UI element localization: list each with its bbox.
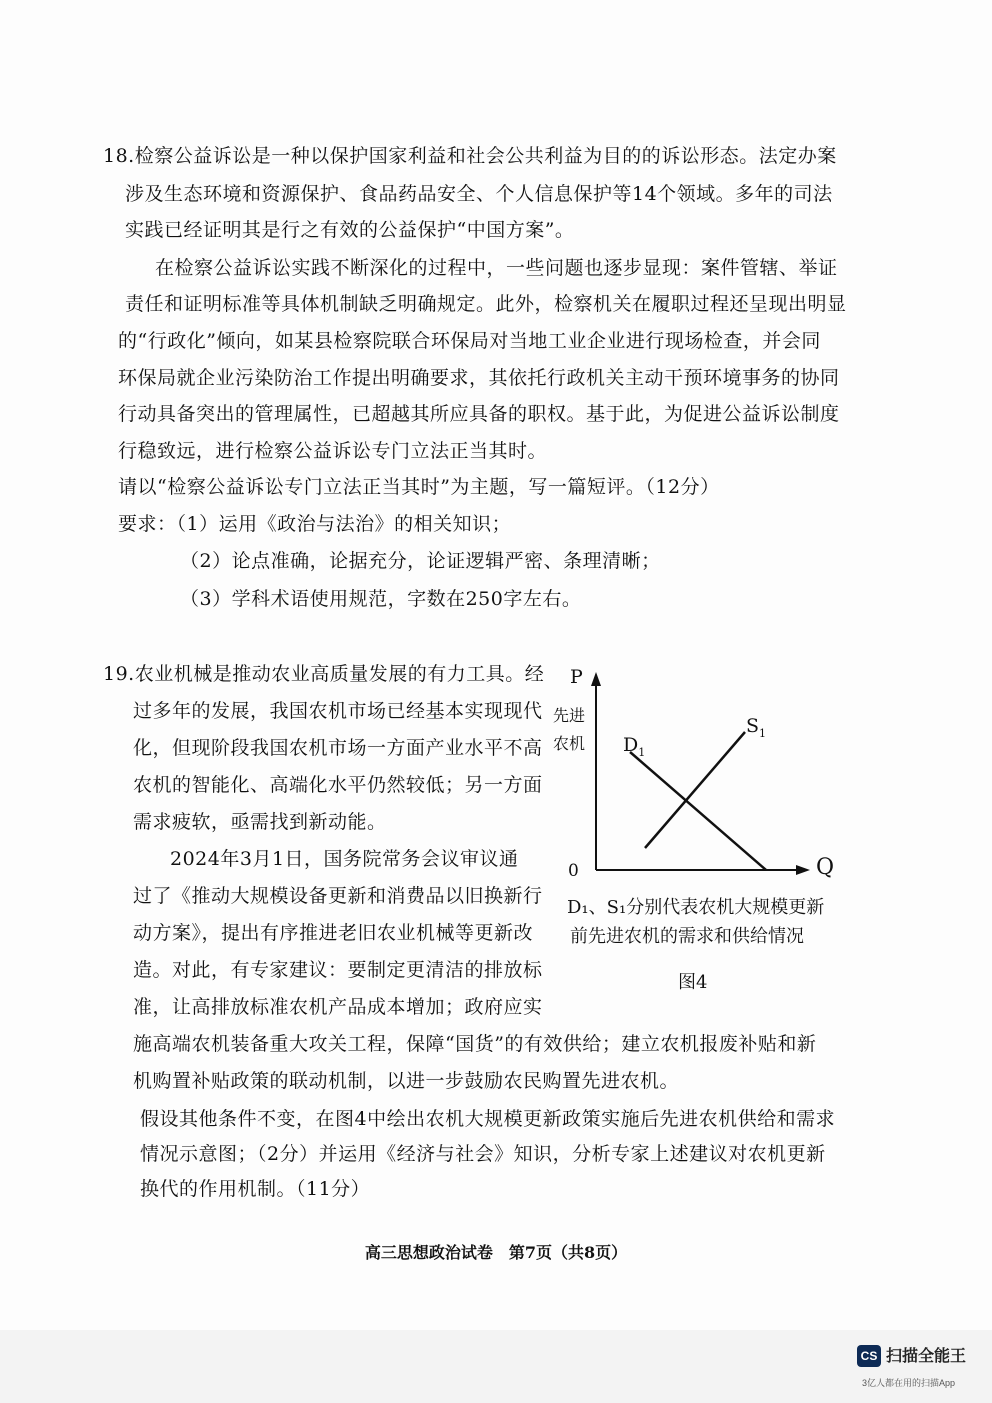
q19-line-12: 机购置补贴政策的联动机制，以进一步鼓励农民购置先进农机。 [133, 1070, 680, 1092]
supply-curve-s1 [645, 732, 745, 848]
q18-line-7: 环保局就企业污染防治工作提出明确要求，其依托行政机关主动干预环境事务的协同 [118, 367, 840, 389]
q18-line-4: 在检察公益诉讼实践不断深化的过程中，一些问题也逐步显现：案件管辖、举证 [155, 257, 838, 279]
q18-line-9: 行稳致远，进行检察公益诉讼专门立法正当其时。 [118, 440, 548, 462]
q19-line-6: 2024年3月1日，国务院常务会议审议通 [170, 848, 519, 870]
q18-prompt: 请以“检察公益诉讼专门立法正当其时”为主题，写一篇短评。（12分） [118, 476, 720, 498]
y-axis-label: P [570, 666, 583, 688]
q19-line-7: 过了《推动大规模设备更新和消费品以旧换新行 [133, 885, 543, 907]
q19-task-2: 情况示意图；（2分）并运用《经济与社会》知识，分析专家上述建议对农机更新 [140, 1143, 826, 1165]
graph-caption-2: 前先进农机的需求和供给情况 [570, 926, 804, 947]
q19-line-10: 准，让高排放标准农机产品成本增加；政府应实 [133, 996, 543, 1018]
graph-svg [548, 660, 848, 890]
supply-demand-graph [548, 660, 848, 890]
supply-label [746, 715, 766, 745]
demand-curve-d1 [630, 752, 766, 870]
q18-line-8: 行动具备突出的管理属性，已超越其所应具备的职权。基于此，为促进公益诉讼制度 [118, 403, 840, 425]
q18-line-1: 18.检察公益诉讼是一种以保护国家利益和社会公共利益为目的的诉讼形态。法定办案 [103, 145, 837, 167]
q19-line-3: 化，但现阶段我国农机市场一方面产业水平不高 [133, 737, 543, 759]
supply-subscript: 1 [759, 726, 767, 740]
camscanner-tagline: 3亿人都在用的扫描App [862, 1378, 956, 1388]
q19-line-5: 需求疲软，亟需找到新动能。 [133, 811, 387, 833]
supply-letter: S [746, 715, 760, 737]
q18-req-2: （2）论点准确，论据充分，论证逻辑严密、条理清晰； [180, 550, 661, 572]
page-footer: 高三思想政治试卷 第7页（共8页） [364, 1243, 628, 1262]
x-axis-arrow [796, 865, 810, 875]
q19-task-3: 换代的作用机制。（11分） [140, 1178, 371, 1200]
q19-task-1: 假设其他条件不变，在图4中绘出农机大规模更新政策实施后先进农机供给和需求 [140, 1108, 836, 1130]
q18-req-1: 要求：（1）运用《政治与法治》的相关知识； [118, 513, 512, 535]
camscanner-logo-icon: CS [857, 1345, 881, 1367]
q18-line-5: 责任和证明标准等具体机制缺乏明确规定。此外，检察机关在履职过程还呈现出明显 [125, 293, 847, 315]
q19-line-11: 施高端农机装备重大攻关工程，保障“国货”的有效供给；建立农机报废补贴和新 [133, 1033, 817, 1055]
y-axis-desc-2: 农机 [553, 734, 586, 753]
x-axis-label: Q [816, 855, 835, 880]
q18-req-3: （3）学科术语使用规范，字数在250字左右。 [180, 588, 582, 610]
q19-line-4: 农机的智能化、高端化水平仍然较低；另一方面 [133, 774, 543, 796]
q18-line-6: 的“行政化”倾向，如某县检察院联合环保局对当地工业企业进行现场检查，并会同 [118, 330, 821, 352]
graph-caption-1: D₁、S₁分别代表农机大规模更新 [567, 897, 825, 918]
camscanner-name: 扫描全能王 [886, 1348, 967, 1365]
y-axis-arrow [591, 672, 601, 686]
demand-letter: D [623, 734, 639, 756]
q18-line-3: 实践已经证明其是行之有效的公益保护“中国方案”。 [125, 219, 575, 241]
y-axis-desc-1: 先进 [553, 706, 586, 725]
figure-title: 图4 [678, 972, 708, 993]
q18-line-2: 涉及生态环境和资源保护、食品药品安全、个人信息保护等14个领域。多年的司法 [125, 183, 833, 205]
scanner-strip [0, 1330, 992, 1403]
q19-line-8: 动方案》，提出有序推进老旧农业机械等更新改 [133, 922, 534, 944]
origin-label: 0 [568, 861, 579, 881]
q19-line-1: 19.农业机械是推动农业高质量发展的有力工具。经 [103, 663, 545, 685]
q19-line-9: 造。对此，有专家建议：要制定更清洁的排放标 [133, 959, 543, 981]
demand-subscript: 1 [638, 745, 646, 759]
q19-line-2: 过多年的发展，我国农机市场已经基本实现现代 [133, 700, 543, 722]
demand-label [623, 734, 645, 764]
